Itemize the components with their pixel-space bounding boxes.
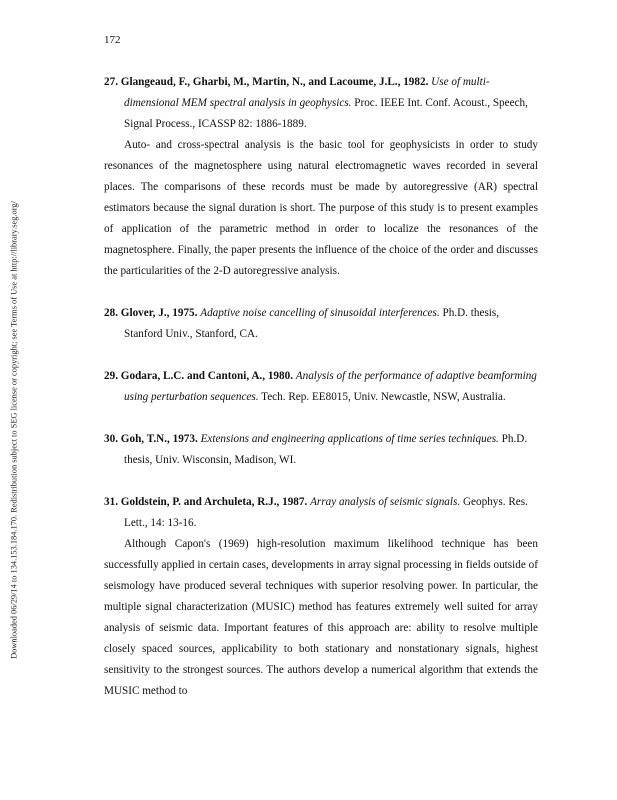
reference-source: Ph.D. thesis, Univ. Wisconsin, Madison, WI. — [124, 433, 528, 466]
reference-abstract: Although Capon's (1969) high-resolution maximum likelihood technique has been successfully applied in certain cases, developments in array signal processing in fields outside of seismology have produced several techniques with superior resolving power. In particular, the multiple signal characterization (MUSIC) method has features extremely well suited for array analysis of seismic data. Important features of this approach are: ability to resolve multiple closely spaced sources, applicability to both stationary and nonstationary signals, highest sensitivity to the strongest sources. The authors develop a numerical algorithm that extends the MUSIC method to — [104, 538, 538, 697]
download-watermark: Downloaded 06/29/14 to 134.153.184.170. Redistribution subject to SEG license or copyright; see Terms of Use at http://library.seg.org/ — [9, 201, 19, 659]
reference-source: Tech. Rep. EE8015, Univ. Newcastle, NSW, Australia. — [261, 391, 506, 403]
reference-number: 31. — [104, 496, 118, 508]
reference-entry — [104, 492, 538, 702]
reference-entry — [104, 72, 538, 282]
reference-number: 30. — [104, 433, 118, 445]
page-number: 172 — [104, 34, 121, 46]
reference-citation — [104, 72, 538, 135]
reference-authors: Glangeaud, F., Gharbi, M., Martin, N., and Lacoume, J.L., — [120, 76, 401, 88]
reference-citation — [104, 303, 538, 345]
reference-source: Proc. IEEE Int. Conf. Acoust., Speech, Signal Process., ICASSP 82: 1886-1889. — [124, 97, 528, 130]
reference-authors: Godara, L.C. and Cantoni, A., — [120, 370, 266, 382]
reference-authors: Goldstein, P. and Archuleta, R.J., — [120, 496, 280, 508]
reference-year: 1980. — [267, 370, 293, 382]
reference-authors: Glover, J., — [120, 307, 170, 319]
reference-entry — [104, 429, 538, 471]
reference-list — [104, 72, 538, 702]
reference-citation — [104, 429, 538, 471]
reference-title: Use of multi-dimensional MEM spectral analysis in geophysics. — [124, 76, 490, 109]
reference-abstract: Auto- and cross-spectral analysis is the basic tool for geophysicists in order to study resonances of the magnetosphere using natural electromagnetic waves recorded in several places. The comparisons of these records must be made by autoregressive (AR) spectral estimators because the signal duration is short. The purpose of this study is to present examples of application of the parametric method in order to localize the resonances of the magnetosphere. Finally, the paper presents the influence of the choice of the order and discusses the particularities of the 2-D autoregressive analysis. — [104, 139, 538, 277]
reference-title: Array analysis of seismic signals. — [310, 496, 461, 508]
reference-title: Analysis of the performance of adaptive beamforming using perturbation sequences. — [124, 370, 537, 403]
reference-year: 1973. — [172, 433, 198, 445]
reference-number: 29. — [104, 370, 118, 382]
reference-year: 1982. — [403, 76, 429, 88]
reference-number: 27. — [104, 76, 118, 88]
reference-year: 1975. — [172, 307, 198, 319]
reference-source: Geophys. Res. Lett., 14: 13-16. — [124, 496, 528, 529]
reference-title: Adaptive noise cancelling of sinusoidal interferences. — [200, 307, 440, 319]
reference-citation — [104, 492, 538, 534]
reference-number: 28. — [104, 307, 118, 319]
reference-citation — [104, 366, 538, 408]
reference-authors: Goh, T.N., — [120, 433, 170, 445]
reference-entry — [104, 303, 538, 345]
reference-title: Extensions and engineering applications of time series techniques. — [200, 433, 499, 445]
reference-source: Ph.D. thesis, Stanford Univ., Stanford, CA. — [124, 307, 500, 340]
reference-entry — [104, 366, 538, 408]
reference-year: 1987. — [282, 496, 308, 508]
